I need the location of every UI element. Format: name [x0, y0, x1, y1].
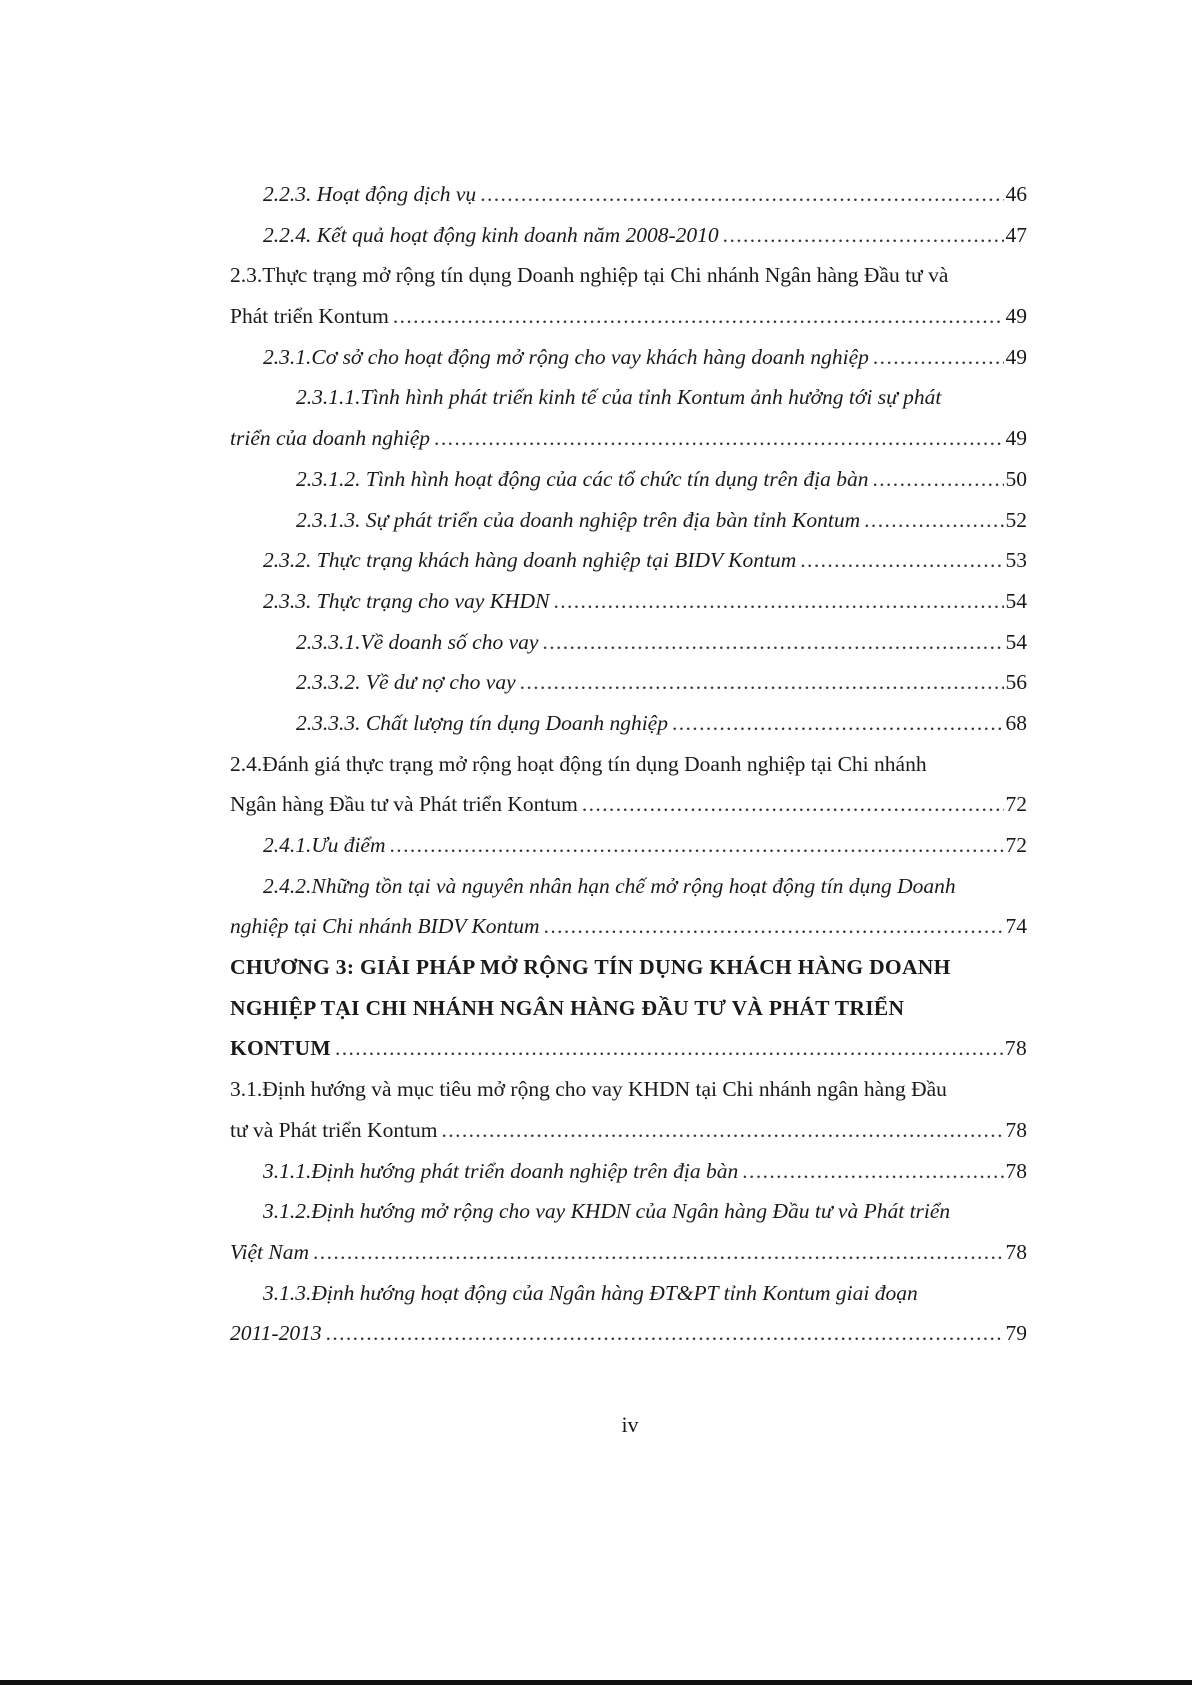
- toc-page-number: 50: [1005, 466, 1027, 491]
- bottom-edge-bar: [0, 1680, 1192, 1685]
- toc-leader-dots: [442, 1110, 1004, 1151]
- toc-page-number: 68: [1005, 710, 1027, 735]
- toc-leader-dots: [393, 296, 1004, 337]
- toc-entry-title: 3.1.1.Định hướng phát triển doanh nghiệp trên địa bàn: [263, 1158, 739, 1183]
- toc-leader-dots: [872, 459, 1003, 500]
- toc-page-number: 78: [1005, 1239, 1027, 1264]
- toc-leader-dots: [520, 662, 1004, 703]
- toc-page-number: 78: [1005, 1117, 1027, 1142]
- toc-leader-dots: [553, 581, 1003, 622]
- table-of-contents: [230, 174, 1027, 1354]
- toc-leader-dots: [800, 540, 1003, 581]
- toc-leader-dots: [864, 500, 1003, 541]
- toc-entry-title-cont: triển của doanh nghiệp: [230, 426, 431, 451]
- toc-entry-2-4-2[interactable]: [230, 866, 1027, 907]
- toc-page-number: 49: [1005, 344, 1027, 369]
- toc-entry-2-3-1-2[interactable]: [230, 459, 1027, 500]
- toc-page-number: 78: [1004, 1036, 1027, 1061]
- toc-page-number: 79: [1005, 1321, 1027, 1346]
- toc-entry-2-3[interactable]: [230, 255, 1027, 296]
- toc-entry-title-cont: Ngân hàng Đầu tư và Phát triển Kontum: [230, 792, 578, 817]
- toc-page-number: 72: [1005, 792, 1027, 817]
- toc-entry-2-4-cont[interactable]: [230, 784, 1027, 825]
- toc-entry-title-cont: Phát triển Kontum: [230, 304, 389, 329]
- toc-leader-dots: [672, 703, 1004, 744]
- toc-entry-title: 2.3.2. Thực trạng khách hàng doanh nghiệp tại BIDV Kontum: [263, 548, 797, 573]
- toc-entry-title: 2.2.4. Kết quả hoạt động kinh doanh năm 2008-2010: [263, 222, 719, 247]
- toc-leader-dots: [335, 1028, 1003, 1069]
- toc-entry-2-4[interactable]: [230, 744, 1027, 785]
- toc-entry-2-2-4[interactable]: [230, 215, 1027, 256]
- toc-page-number: 53: [1005, 548, 1027, 573]
- toc-entry-2-3-1-1[interactable]: [230, 377, 1027, 418]
- toc-leader-dots: [742, 1151, 1003, 1192]
- toc-page-number: 47: [1005, 222, 1027, 247]
- toc-entry-3-1-3-cont[interactable]: [230, 1313, 1027, 1354]
- toc-leader-dots: [582, 784, 1004, 825]
- toc-chapter-title: CHƯƠNG 3: GIẢI PHÁP MỞ RỘNG TÍN DỤNG KHÁCH HÀNG DOANH: [230, 955, 951, 980]
- toc-entry-title-cont: 2011-2013: [230, 1321, 322, 1346]
- toc-chapter-3[interactable]: [230, 947, 1027, 988]
- toc-chapter-3-cont2[interactable]: [230, 1028, 1027, 1069]
- toc-entry-title-cont: nghiệp tại Chi nhánh BIDV Kontum: [230, 914, 540, 939]
- toc-page-number: 78: [1005, 1158, 1027, 1183]
- toc-entry-title: 2.3.Thực trạng mở rộng tín dụng Doanh nghiệp tại Chi nhánh Ngân hàng Đầu tư và: [230, 263, 949, 288]
- toc-leader-dots: [390, 825, 1004, 866]
- toc-entry-2-3-3-2[interactable]: [230, 662, 1027, 703]
- toc-entry-title-cont: Việt Nam: [230, 1239, 310, 1264]
- toc-entry-2-3-3[interactable]: [230, 581, 1027, 622]
- toc-entry-title: 2.3.1.3. Sự phát triển của doanh nghiệp trên địa bàn tỉnh Kontum: [296, 507, 861, 532]
- toc-entry-title: 2.4.1.Ưu điểm: [263, 833, 386, 857]
- toc-page-number: 72: [1005, 833, 1027, 857]
- toc-entry-title: 2.3.1.Cơ sở cho hoạt động mở rộng cho vay khách hàng doanh nghiệp: [263, 344, 869, 369]
- toc-entry-title: 2.3.3.3. Chất lượng tín dụng Doanh nghiệp: [296, 710, 668, 735]
- toc-entry-3-1-1[interactable]: [230, 1151, 1027, 1192]
- toc-leader-dots: [480, 174, 1003, 215]
- toc-page-number: 54: [1005, 629, 1027, 654]
- toc-entry-title: 2.3.3.2. Về dư nợ cho vay: [296, 670, 516, 695]
- toc-entry-title: 2.3.3.1.Về doanh số cho vay: [296, 629, 539, 654]
- toc-entry-3-1-3[interactable]: [230, 1273, 1027, 1314]
- toc-leader-dots: [326, 1313, 1004, 1354]
- toc-entry-title: 3.1.3.Định hướng hoạt động của Ngân hàng ĐT&PT tỉnh Kontum giai đoạn: [263, 1280, 918, 1305]
- toc-page-number: 52: [1005, 507, 1027, 532]
- toc-entry-title: 3.1.2.Định hướng mở rộng cho vay KHDN của Ngân hàng Đầu tư và Phát triển: [263, 1199, 951, 1224]
- toc-entry-title: 2.4.Đánh giá thực trạng mở rộng hoạt động tín dụng Doanh nghiệp tại Chi nhánh: [230, 751, 927, 776]
- toc-page-number: 49: [1005, 426, 1027, 451]
- toc-chapter-3-cont1[interactable]: [230, 988, 1027, 1029]
- toc-leader-dots: [873, 337, 1004, 378]
- toc-chapter-title-cont: KONTUM: [230, 1036, 331, 1061]
- toc-entry-2-3-1[interactable]: [230, 337, 1027, 378]
- toc-entry-title: 2.3.1.1.Tình hình phát triển kinh tế của tỉnh Kontum ảnh hưởng tới sự phát: [296, 385, 942, 410]
- toc-page-number: 54: [1005, 588, 1027, 613]
- toc-entry-3-1[interactable]: [230, 1069, 1027, 1110]
- toc-entry-title: 2.3.1.2. Tình hình hoạt động của các tổ chức tín dụng trên địa bàn: [296, 466, 869, 491]
- toc-entry-2-4-1[interactable]: [230, 825, 1027, 866]
- page-number-footer: iv: [621, 1412, 639, 1437]
- toc-leader-dots: [723, 215, 1004, 256]
- toc-entry-3-1-cont[interactable]: [230, 1110, 1027, 1151]
- toc-entry-2-3-2[interactable]: [230, 540, 1027, 581]
- toc-leader-dots: [544, 906, 1004, 947]
- toc-page-number: 49: [1005, 304, 1027, 329]
- toc-entry-2-3-3-3[interactable]: [230, 703, 1027, 744]
- toc-entry-3-1-2-cont[interactable]: [230, 1232, 1027, 1273]
- toc-page-number: 46: [1005, 182, 1027, 206]
- toc-leader-dots: [313, 1232, 1003, 1273]
- toc-page-number: 74: [1005, 914, 1027, 939]
- toc-entry-title-cont: tư và Phát triển Kontum: [230, 1117, 438, 1142]
- toc-entry-2-3-3-1[interactable]: [230, 622, 1027, 663]
- toc-entry-title: 3.1.Định hướng và mục tiêu mở rộng cho vay KHDN tại Chi nhánh ngân hàng Đầu: [230, 1077, 947, 1102]
- toc-entry-2-3-1-1-cont[interactable]: [230, 418, 1027, 459]
- toc-leader-dots: [542, 622, 1003, 663]
- toc-entry-2-4-2-cont[interactable]: [230, 906, 1027, 947]
- toc-entry-title: 2.2.3. Hoạt động dịch vụ: [263, 182, 477, 206]
- toc-chapter-title-cont: NGHIỆP TẠI CHI NHÁNH NGÂN HÀNG ĐẦU TƯ VÀ PHÁT TRIỂN: [230, 995, 905, 1020]
- toc-entry-title: 2.4.2.Những tồn tại và nguyên nhân hạn chế mở rộng hoạt động tín dụng Doanh: [263, 873, 956, 898]
- toc-page-number: 56: [1005, 670, 1027, 695]
- toc-entry-3-1-2[interactable]: [230, 1191, 1027, 1232]
- toc-entry-2-3-cont[interactable]: [230, 296, 1027, 337]
- toc-leader-dots: [434, 418, 1003, 459]
- toc-entry-2-3-1-3[interactable]: [230, 500, 1027, 541]
- toc-entry-2-2-3[interactable]: [230, 174, 1027, 215]
- toc-entry-title: 2.3.3. Thực trạng cho vay KHDN: [263, 588, 550, 613]
